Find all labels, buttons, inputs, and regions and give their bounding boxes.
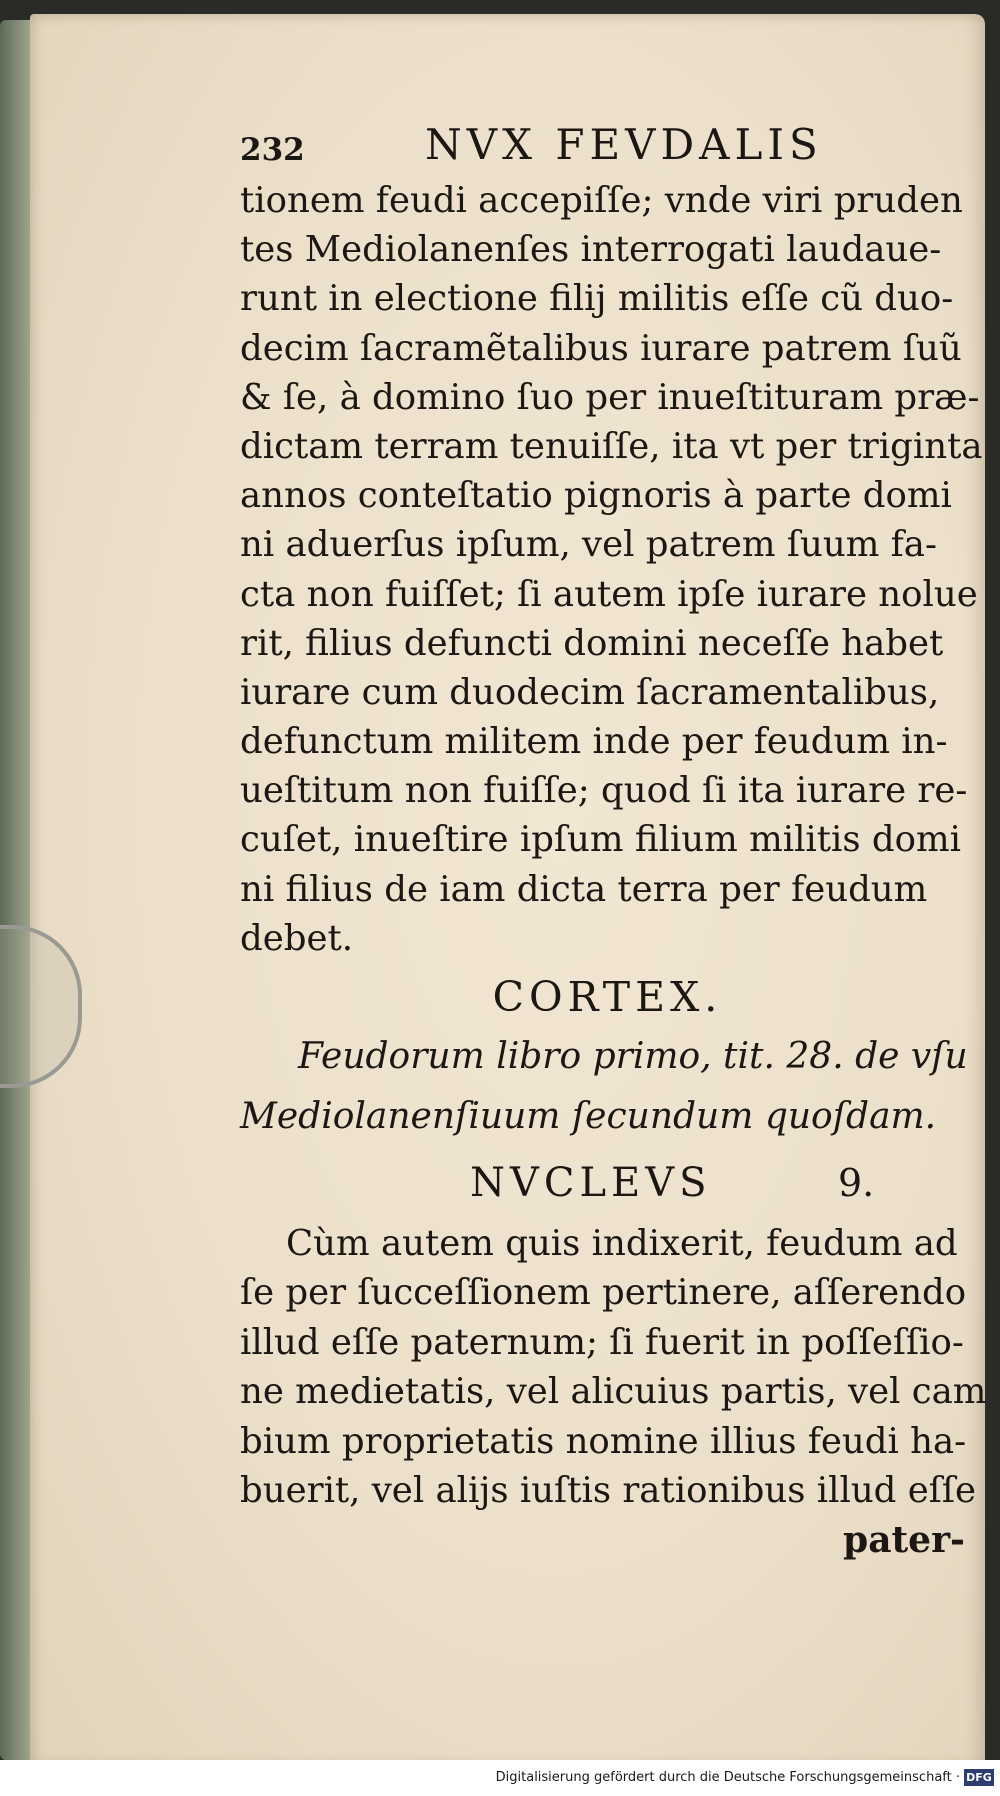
text-line: cta non fuiſſet; ſi autem ipſe iurare nolue (240, 573, 978, 615)
text-line: annos conteſtatio pignoris à parte domi (240, 475, 952, 517)
text-line: runt in electione filij militis eſſe cũ duo- (240, 278, 954, 320)
cortex-citation-line: Mediolanenſiuum ſecundum quoſdam. (240, 1096, 937, 1137)
text-line: bium proprietatis nomine illius feudi ha- (240, 1420, 967, 1462)
text-line: ni aduerſus ipſum, vel patrem ſuum fa- (240, 524, 937, 566)
text-line: tionem feudi accepiſſe; vnde viri pruden (240, 180, 963, 221)
nucleus-number: 9. (838, 1161, 875, 1205)
text-line: cuſet, inueſtire ipſum filium militis domi (240, 819, 962, 861)
text-line: ueſtitum non fuiſſe; quod ſi ita iurare re- (240, 770, 968, 812)
nucleus-label: NVCLEVS (470, 1160, 712, 1206)
page-text-block (240, 118, 987, 1565)
cortex-heading: CORTEX. (492, 973, 723, 1021)
catchword: pater- (843, 1519, 965, 1562)
dfg-logo: DFG (964, 1769, 994, 1786)
text-line: buerit, vel alijs iuſtis rationibus illud eſſe (240, 1469, 976, 1511)
body-paragraph (240, 176, 983, 963)
text-line: ne medietatis, vel alicuius partis, vel cam (240, 1371, 987, 1413)
text-line: debet. (240, 917, 354, 959)
text-line: ni filius de iam dicta terra per feudum (240, 868, 928, 910)
page-number: 232 (240, 132, 305, 168)
text-line: tes Mediolanenſes interrogati laudaue- (240, 229, 942, 271)
page-header (240, 118, 975, 176)
text-line: iurare cum duodecim ſacramentalibus, (240, 671, 940, 713)
text-line: decim ſacramẽtalibus iurare patrem ſuũ (240, 327, 962, 369)
text-line: illud eſſe paternum; ſi fuerit in poſſeſſio- (240, 1321, 964, 1363)
cortex-citation-line: Feudorum libro primo, tit. 28. de vſu (298, 1036, 968, 1077)
text-line: rit, filius defuncti domini neceſſe habet (240, 622, 944, 664)
text-line: ſe per ſucceſſionem pertinere, aſſerendo (240, 1272, 967, 1314)
text-line: dictam terram tenuiſſe, ita vt per triginta (240, 425, 983, 467)
text-line: & ſe, à domino ſuo per inueſtituram præ- (240, 376, 980, 418)
footer-credit: Digitalisierung gefördert durch die Deutsche Forschungsgemeinschaft · (495, 1770, 960, 1785)
text-line: Cùm autem quis indixerit, feudum ad (286, 1223, 958, 1264)
nucleus-heading (240, 1147, 975, 1219)
digitization-footer (0, 1760, 1000, 1796)
running-head: NVX FEVDALIS (425, 120, 823, 169)
nucleus-paragraph (240, 1219, 987, 1515)
text-line: defunctum militem inde per feudum in- (240, 721, 948, 763)
